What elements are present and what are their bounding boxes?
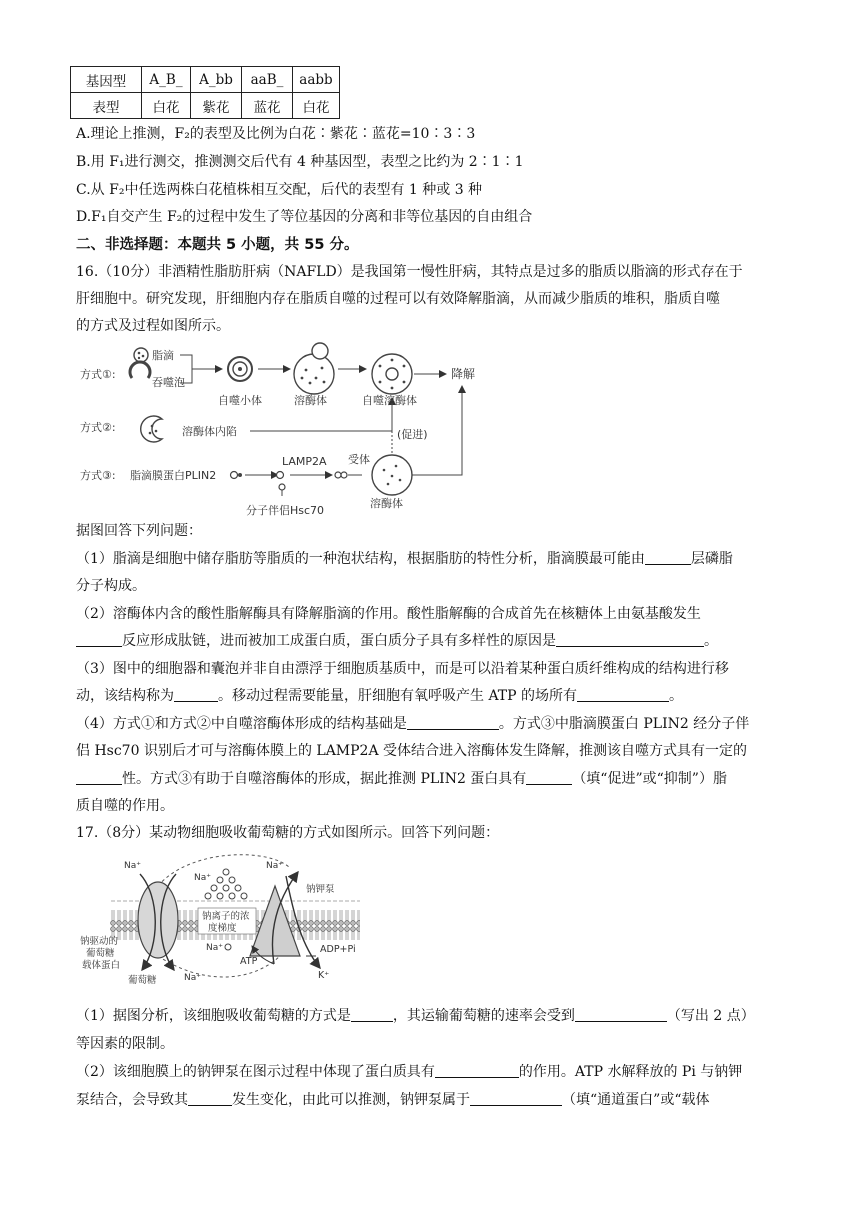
q17-part1-line1: （1）据图分析，该细胞吸收葡萄糖的方式是 ，其运输葡萄糖的速率会受到 （写出 2 点） [76, 1008, 755, 1024]
plin2-icon [231, 472, 243, 479]
answer-blank[interactable] [76, 770, 122, 785]
autolysosome-label: 自噬溶酶体 [362, 394, 417, 407]
glucose-label: 葡萄糖 [128, 975, 157, 986]
na-top-right: Na⁺ [266, 861, 283, 871]
answer-blank[interactable] [407, 715, 499, 730]
answer-blank[interactable] [575, 1007, 667, 1022]
option-b: B.用 F₁进行测交，推测测交后代有 4 种基因型，表型之比约为 2∶1∶1 [76, 154, 524, 170]
q16-part4-line1: （4）方式①和方式②中自噬溶酶体形成的结构基础是 。方式③中脂滴膜蛋白 PLIN2 经分子伴 [76, 716, 750, 732]
phagophore-label: 吞噬泡 [152, 376, 185, 389]
na-mid-label: Na⁺ [206, 943, 223, 953]
q16-stem-line1: 16.（10分）非酒精性脂肪肝病（NAFLD）是我国第一慢性肝病，其特点是过多的脂质以脂滴的形式存在于 [76, 264, 743, 280]
q16-part2-line1: （2）溶酶体内含的酸性脂解酶具有降解脂滴的作用。酸性脂解酶的合成首先在核糖体上由氨基酸发生 [76, 606, 701, 622]
carrier-label-2: 葡萄糖 [86, 948, 115, 959]
lipid-droplet-icon [134, 348, 148, 362]
sodium-ion-cluster [205, 869, 247, 899]
genotype-table [70, 66, 340, 119]
receptor-label: 受体 [348, 453, 370, 466]
autolysosome-icon [372, 354, 412, 394]
table-cell: 基因型 [71, 67, 142, 93]
q16-part4-line2: 侣 Hsc70 识别后才可与溶酶体膜上的 LAMP2A 受体结合进入溶酶体发生降解，推测该自噬方式具有一定的 [76, 743, 748, 759]
glucose-transport-diagram [80, 846, 370, 986]
receptor-icon [335, 472, 362, 478]
answer-blank[interactable] [577, 687, 669, 702]
answer-blank[interactable] [351, 1007, 393, 1022]
lysosome3-label: 溶酶体 [370, 497, 403, 510]
gradient-label-2: 度梯度 [208, 923, 237, 934]
table-row [71, 67, 340, 93]
q17-part1-line2: 等因素的限制。 [76, 1036, 174, 1052]
q17-part2-line2: 泵结合，会导致其 发生变化，由此可以推测，钠钾泵属于 （填“通道蛋白”或“载体 [76, 1092, 710, 1108]
hsc70-icon [277, 472, 286, 497]
k-label: K⁺ [318, 970, 330, 981]
answer-blank[interactable] [645, 550, 691, 565]
na-top-left: Na⁺ [124, 861, 141, 871]
atp-label: ATP [240, 956, 258, 967]
gradient-label-1: 钠离子的浓 [202, 911, 250, 922]
answer-blank[interactable] [76, 632, 122, 647]
invagination-label: 溶酶体内陷 [182, 425, 237, 438]
table-cell: 白花 [142, 93, 191, 119]
answer-blank[interactable] [526, 770, 572, 785]
degrade-label: 降解 [451, 367, 476, 381]
lipid-droplet-label: 脂滴 [152, 349, 174, 362]
q16-intro: 据图回答下列问题： [76, 523, 202, 539]
na-cluster-label: Na⁺ [194, 873, 211, 883]
option-c: C.从 F₂中任选两株白花植株相互交配，后代的表型有 1 种或 3 种 [76, 182, 483, 198]
lysosome3-icon [372, 455, 412, 495]
lipid-autophagy-diagram [70, 338, 510, 518]
q16-part1-line2: 分子构成。 [76, 578, 146, 594]
carrier-label-1: 钠驱动的 [80, 936, 119, 947]
table-cell: aaB_ [242, 67, 293, 93]
table-cell: 白花 [293, 93, 340, 119]
option-d: D.F₁自交产生 F₂的过程中发生了等位基因的分离和非等位基因的自由组合 [76, 209, 533, 225]
table-row [71, 93, 340, 119]
q17-part2-line1: （2）该细胞膜上的钠钾泵在图示过程中体现了蛋白质具有 的作用。ATP 水解释放的 Pi 与钠钾 [76, 1064, 743, 1080]
phagophore-icon [130, 362, 150, 378]
lysosome-icon [294, 343, 334, 394]
option-a: A.理论上推测，F₂的表型及比例为白花∶紫花∶蓝花=10∶3∶3 [76, 126, 476, 142]
q16-part3-line1: （3）图中的细胞器和囊泡并非自由漂浮于细胞质基质中，而是可以沿着某种蛋白质纤维构成的结构进行移 [76, 661, 729, 677]
answer-blank[interactable] [188, 1091, 232, 1106]
mode2-label: 方式②: [80, 421, 116, 434]
pump-label: 钠钾泵 [306, 884, 335, 895]
mode1-label: 方式①: [80, 368, 116, 381]
glucose-carrier-icon [138, 874, 178, 970]
q16-part1-line1: （1）脂滴是细胞中储存脂肪等脂质的一种泡状结构，根据脂肪的特性分析，脂滴膜最可能由 层磷脂 [76, 551, 733, 567]
promote-label: (促进) [397, 428, 428, 441]
q16-part3-line2: 动，该结构称为 。移动过程需要能量，肝细胞有氧呼吸产生 ATP 的场所有 。 [76, 688, 684, 704]
table-cell: 紫花 [191, 93, 242, 119]
table-cell: A_B_ [142, 67, 191, 93]
table-cell: 蓝花 [242, 93, 293, 119]
sodium-ion-icon [225, 944, 231, 950]
lysosome-label: 溶酶体 [294, 394, 327, 407]
mode3-label: 方式③: [80, 469, 116, 482]
q17-stem: 17.（8分）某动物细胞吸收葡萄糖的方式如图所示。回答下列问题： [76, 825, 500, 841]
lamp2a-label: LAMP2A [282, 455, 327, 468]
lysosome-invagination-icon [141, 416, 162, 442]
answer-blank[interactable] [174, 687, 218, 702]
q16-stem-line2: 肝细胞中。研究发现，肝细胞内存在脂质自噬的过程可以有效降解脂滴，从而减少脂质的堆积，脂质自噬 [76, 291, 720, 307]
answer-blank[interactable] [556, 632, 704, 647]
q16-part2-line2: 反应形成肽链，进而被加工成蛋白质，蛋白质分子具有多样性的原因是 。 [76, 631, 718, 651]
carrier-label-3: 载体蛋白 [82, 960, 121, 971]
q16-part4-line3: 性。方式③有助于自噬溶酶体的形成，据此推测 PLIN2 蛋白具有 （填“促进”或“抑制”）脂 [76, 769, 727, 789]
autophagosome-label: 自噬小体 [218, 394, 262, 407]
table-cell: aabb [293, 67, 340, 93]
na-bottom-label: Na⁺ [184, 973, 201, 983]
section-heading: 二、非选择题：本题共 5 小题，共 55 分。 [76, 237, 359, 253]
q16-part4-line4: 质自噬的作用。 [76, 798, 174, 814]
hsc70-label: 分子伴侣Hsc70 [246, 504, 325, 517]
q16-stem-line3: 的方式及过程如图所示。 [76, 318, 230, 334]
answer-blank[interactable] [435, 1063, 519, 1078]
plin2-label: 脂滴膜蛋白PLIN2 [130, 469, 217, 482]
table-cell: A_bb [191, 67, 242, 93]
answer-blank[interactable] [470, 1091, 562, 1106]
autophagosome-icon [228, 357, 252, 381]
table-cell: 表型 [71, 93, 142, 119]
adp-label: ADP+Pi [320, 944, 356, 955]
